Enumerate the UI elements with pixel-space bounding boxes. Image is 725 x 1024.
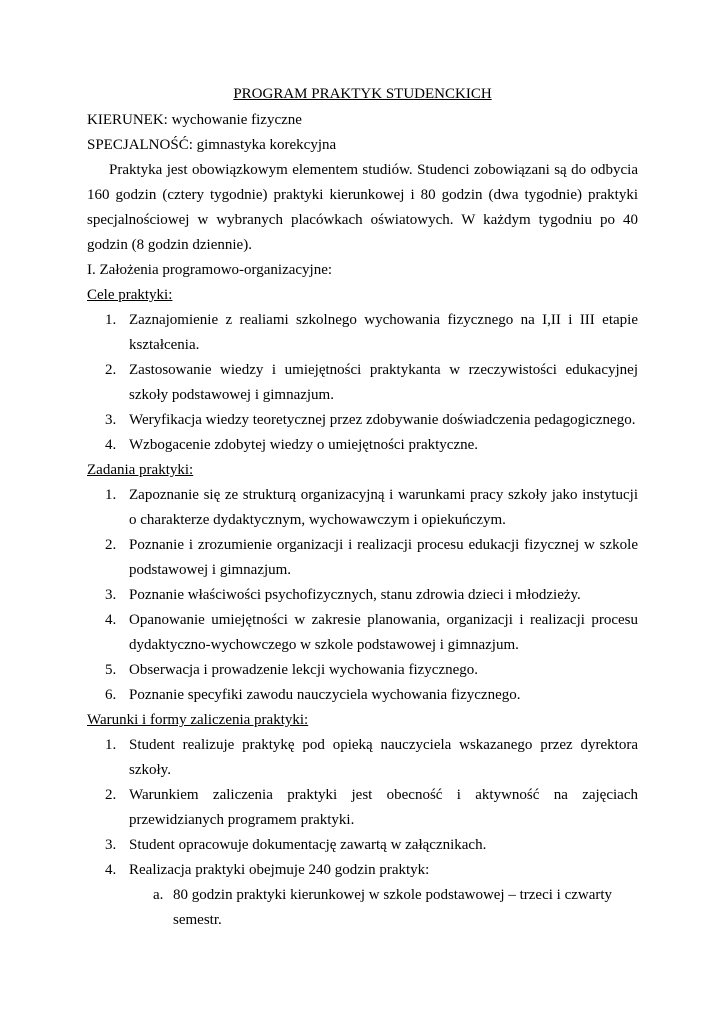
list-number: 2. — [105, 787, 117, 803]
list-number: 4. — [105, 612, 117, 628]
list-number: 1. — [105, 312, 117, 328]
list-item-text: Obserwacja i prowadzenie lekcji wychowania fizycznego. — [129, 662, 479, 678]
page-title: PROGRAM PRAKTYK STUDENCKICH — [233, 86, 492, 102]
list-item — [87, 583, 638, 608]
list-item — [87, 483, 638, 533]
list-item — [87, 833, 638, 858]
section-heading-zalozenia: I. Założenia programowo-organizacyjne: — [87, 262, 333, 278]
list-item-text: Weryfikacja wiedzy teoretycznej przez zdobywanie doświadczenia pedagogicznego. — [129, 412, 636, 428]
list-item — [87, 733, 638, 783]
list-number: 1. — [105, 737, 117, 753]
warunki-sublist — [87, 883, 638, 933]
list-number: 2. — [105, 362, 117, 378]
list-item — [87, 308, 638, 358]
warunki-list — [87, 733, 638, 883]
intro-paragraph: Praktyka jest obowiązkowym elementem studiów. Studenci zobowiązani są do odbycia 160 godzin (cztery tygodnie) praktyki kierunkowej i 80 godzin (dwa tygodnie) praktyki specjalnościowej w wybranych placówkach oświatowych. W każdym tygodniu po 40 godzin (8 godzin dziennie). — [87, 162, 638, 253]
list-number: 3. — [105, 587, 117, 603]
list-number: 4. — [105, 437, 117, 453]
kierunek-line: KIERUNEK: wychowanie fizyczne — [87, 112, 302, 128]
warunki-heading: Warunki i formy zaliczenia praktyki: — [87, 712, 309, 728]
list-item-text: Zaznajomienie z realiami szkolnego wychowania fizycznego na I,II i III etapie kształcenia. — [129, 312, 638, 353]
list-item — [87, 533, 638, 583]
list-item — [87, 358, 638, 408]
list-item — [87, 858, 638, 883]
zadania-heading: Zadania praktyki: — [87, 462, 194, 478]
list-number: 2. — [105, 537, 117, 553]
list-item-text: Student opracowuje dokumentację zawartą w załącznikach. — [129, 837, 487, 853]
specjalnosc-line: SPECJALNOŚĆ: gimnastyka korekcyjna — [87, 137, 337, 153]
list-number: 3. — [105, 837, 117, 853]
zadania-list — [87, 483, 638, 708]
list-item — [87, 608, 638, 658]
list-number: 6. — [105, 687, 117, 703]
sub-list-item-text: 80 godzin praktyki kierunkowej w szkole podstawowej – trzeci i czwarty semestr. — [173, 887, 613, 928]
list-item-text: Poznanie i zrozumienie organizacji i realizacji procesu edukacji fizycznej w szkole podstawowej i gimnazjum. — [129, 537, 638, 578]
list-item — [87, 433, 638, 458]
sub-list-item — [87, 883, 638, 933]
list-item-text: Wzbogacenie zdobytej wiedzy o umiejętności praktyczne. — [129, 437, 479, 453]
list-item-text: Student realizuje praktykę pod opieką nauczyciela wskazanego przez dyrektora szkoły. — [129, 737, 638, 778]
list-item — [87, 408, 638, 433]
list-number: 3. — [105, 412, 117, 428]
list-item-text: Realizacja praktyki obejmuje 240 godzin praktyk: — [129, 862, 430, 878]
list-number: 5. — [105, 662, 117, 678]
list-item — [87, 658, 638, 683]
list-item-text: Zapoznanie się ze strukturą organizacyjną i warunkami pracy szkoły jako instytucji o charakterze dydaktycznym, wychowawczym i opiekuńczym. — [129, 487, 638, 528]
list-item — [87, 783, 638, 833]
list-item-text: Zastosowanie wiedzy i umiejętności praktykanta w rzeczywistości edukacyjnej szkoły podstawowej i gimnazjum. — [129, 362, 638, 403]
list-item — [87, 683, 638, 708]
list-number: 4. — [105, 862, 117, 878]
list-number: 1. — [105, 487, 117, 503]
cele-list — [87, 308, 638, 458]
sub-list-letter: a. — [153, 887, 164, 903]
list-item-text: Poznanie właściwości psychofizycznych, stanu zdrowia dzieci i młodzieży. — [129, 587, 581, 603]
cele-heading: Cele praktyki: — [87, 287, 173, 303]
list-item-text: Opanowanie umiejętności w zakresie planowania, organizacji i realizacji procesu dydaktyczno-wychowczego w szkole podstawowej i gimnazjum. — [129, 612, 638, 653]
list-item-text: Poznanie specyfiki zawodu nauczyciela wychowania fizycznego. — [129, 687, 521, 703]
list-item-text: Warunkiem zaliczenia praktyki jest obecność i aktywność na zajęciach przewidzianych programem praktyki. — [129, 787, 638, 828]
